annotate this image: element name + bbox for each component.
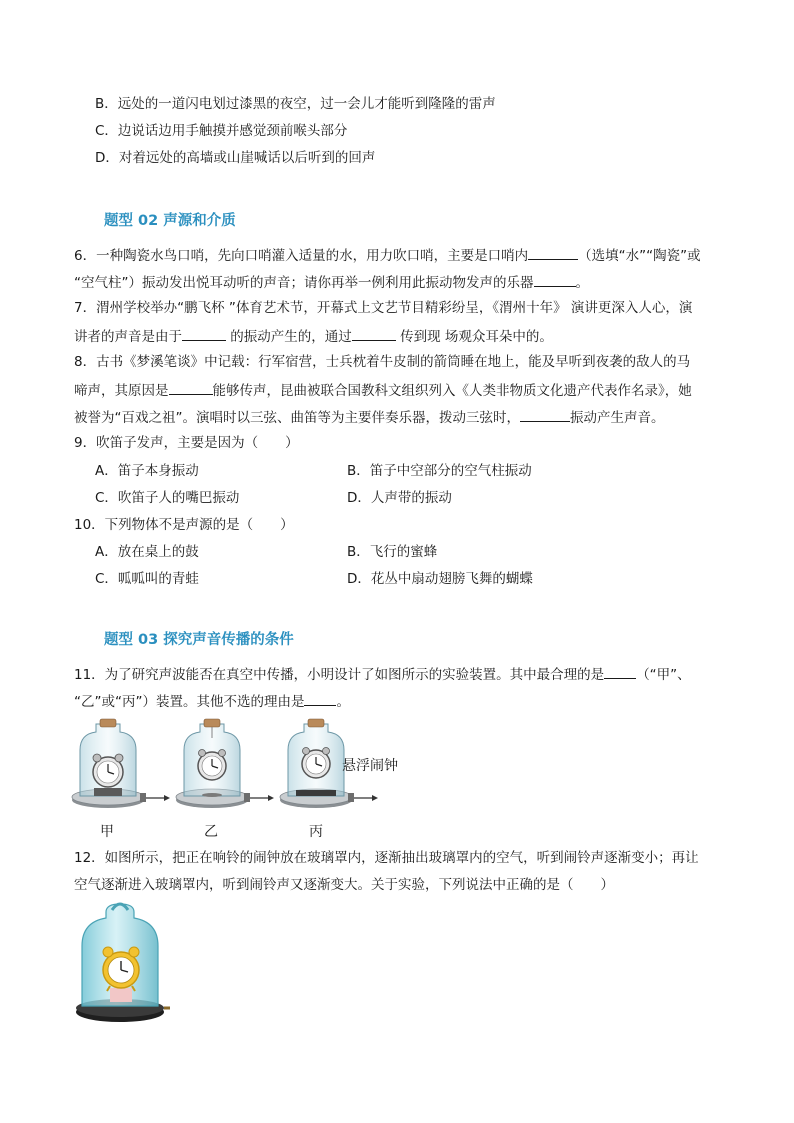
q8-blank-2 (520, 407, 570, 422)
apparatus-jia (72, 719, 170, 808)
q5-option-c: C．边说话边用手触摸并感觉颈前喉头部分 (95, 123, 348, 139)
q9-option-a: A．笛子本身振动 (95, 463, 199, 479)
q11-line-1 (74, 664, 691, 684)
q11-text: 11．为了研究声波能否在真空中传播，小明设计了如图所示的实验装置。其中最合理的是 (74, 667, 605, 683)
q11-text: “乙”或“丙”）装置。其他不选的理由是 (74, 694, 305, 710)
q7-blank-2 (352, 326, 396, 341)
q10-option-a: A．放在桌上的鼓 (95, 544, 199, 560)
q7-text: 讲者的声音是由于 (74, 329, 182, 345)
stopper (204, 719, 220, 727)
clock-stand (94, 788, 122, 796)
q9-option-d: D．人声带的振动 (347, 490, 452, 506)
sponge-pad (110, 988, 132, 1002)
q6-text: 6．一种陶瓷水鸟口哨，先向口哨灌入适量的水，用力吹口哨，主要是口哨内 (74, 248, 529, 264)
q12-line-2: 空气逐渐进入玻璃罩内，听到闹铃声又逐渐变大。关于实验，下列说法中正确的是（ ） (74, 877, 614, 893)
q6-text: （选填“水”“陶瓷”或 (578, 248, 701, 264)
q9-option-c: C．吹笛子人的嘴巴振动 (95, 490, 240, 506)
q9-option-b: B．笛子中空部分的空气柱振动 (347, 463, 532, 479)
q8-line-2 (74, 380, 692, 400)
figure-label-floating-clock: 悬浮闹钟 (342, 758, 398, 774)
q7-blank-1 (182, 326, 226, 341)
q7-text: 的振动产生的，通过 (226, 329, 352, 345)
q8-line-3 (74, 407, 665, 427)
section-heading-03: 题型 03 探究声音传播的条件 (104, 632, 294, 648)
q10-stem: 10．下列物体不是声源的是（ ） (74, 517, 294, 533)
levitation-base (296, 790, 336, 796)
q11-blank-1 (604, 664, 636, 679)
stopper (100, 719, 116, 727)
q7-line-1: 7．渭州学校举办“鹏飞杯 ”体育艺术节，开幕式上文艺节目精彩纷呈，《渭州十年》 演讲更深入人心，演 (74, 300, 693, 316)
q12-line-1: 12．如图所示，把正在响铃的闹钟放在玻璃罩内，逐渐抽出玻璃罩内的空气，听到闹铃声逐渐变小；再让 (74, 850, 699, 866)
q8-text: 能够传声，昆曲被联合国教科文组织列入《人类非物质文化遗产代表作名录》，她 (212, 383, 692, 399)
q6-text: “空气柱”）振动发出悦耳动听的声音；请你再举一例利用此振动物发声的乐器 (74, 275, 534, 291)
caption-yi: 乙 (204, 824, 218, 840)
q11-text: 。 (336, 694, 350, 710)
q7-text: 传到现 场观众耳朵中的。 (395, 329, 553, 345)
bell-jar-alarm-photo (72, 900, 172, 1026)
q8-line-1: 8．古书《梦溪笔谈》中记载：行军宿营，士兵枕着牛皮制的箭筒睡在地上，能及早听到夜袭的敌人的马 (74, 354, 691, 370)
q7-line-2 (74, 326, 553, 346)
q6-text: 。 (575, 275, 589, 291)
q8-text: 啼声，其原因是 (74, 383, 169, 399)
q10-option-b: B．飞行的蜜蜂 (347, 544, 438, 560)
q5-option-d: D．对着远处的高墙或山崖喊话以后听到的回声 (95, 150, 376, 166)
caption-jia: 甲 (100, 824, 114, 840)
q10-option-c: C．呱呱叫的青蛙 (95, 571, 199, 587)
apparatus-yi (176, 719, 274, 808)
q11-blank-2 (304, 691, 336, 706)
q6-blank-2 (534, 272, 576, 287)
q10-option-d: D．花丛中扇动翅膀飞舞的蝴蝶 (347, 571, 533, 587)
q8-text: 振动产生声音。 (570, 410, 665, 426)
section-heading-02: 题型 02 声源和介质 (104, 213, 236, 229)
q9-stem: 9．吹笛子发声，主要是因为（ ） (74, 435, 299, 451)
q6-blank-1 (528, 245, 578, 260)
caption-bing: 丙 (309, 824, 323, 840)
q6-line-1 (74, 245, 701, 265)
stopper (308, 719, 324, 727)
q6-line-2 (74, 272, 589, 292)
q11-text: （“甲”、 (636, 667, 691, 683)
q5-option-b: B．远处的一道闪电划过漆黑的夜空，过一会儿才能听到隆隆的雷声 (95, 96, 496, 112)
q11-line-2 (74, 691, 350, 711)
q8-blank-1 (169, 380, 213, 395)
q8-text: 被誉为“百戏之祖”。演唱时以三弦、曲笛等为主要伴奏乐器，拨动三弦时， (74, 410, 520, 426)
